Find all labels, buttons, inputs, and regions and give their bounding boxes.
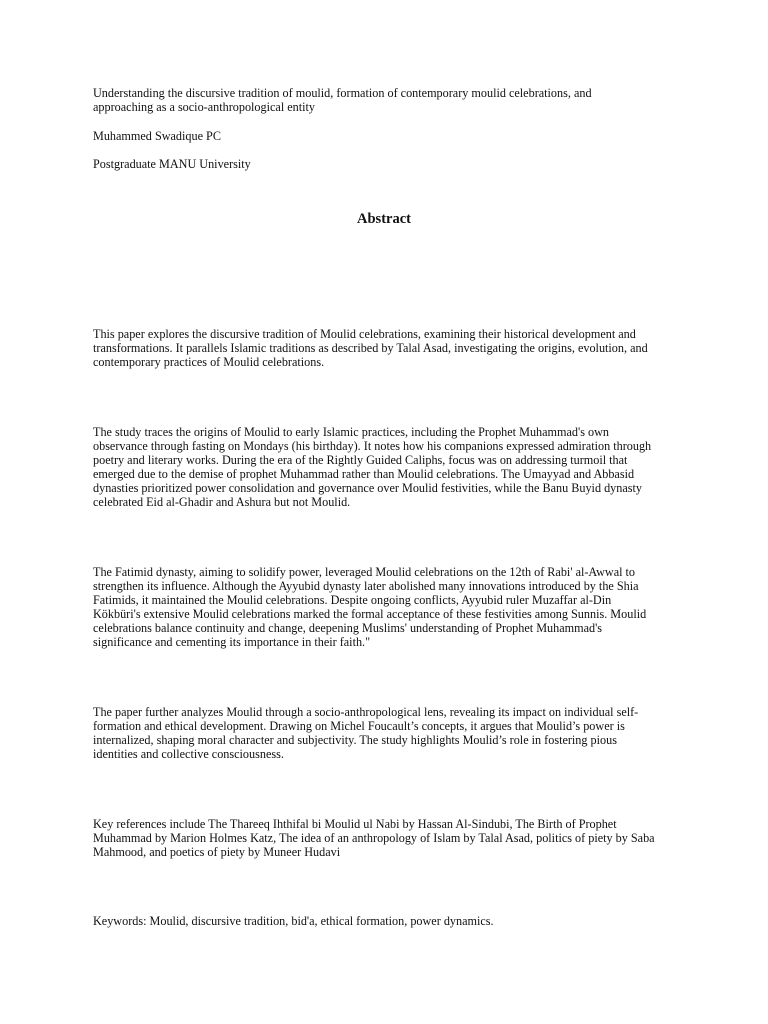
abstract-paragraph-4: The paper further analyzes Moulid through a socio-anthropological lens, revealing its impact on individual self-formation and ethical development. Drawing on Michel Foucault’s concepts, it argues that Moulid’s power is internalized, shaping moral character and subjectivity. The study highlights Moulid’s role in fostering pious identities and collective consciousness.: [93, 705, 639, 761]
author-name: Muhammed Swadique PC: [93, 129, 221, 143]
abstract-heading: Abstract: [357, 211, 411, 227]
abstract-paragraph-5: Key references include The Thareeq Ihthifal bi Moulid ul Nabi by Hassan Al-Sindubi, The Birth of Prophet Muhammad by Marion Holmes Katz, The idea of an anthropology of Islam by Talal Asad, politics of piety by Saba Mahmood, and poetics of piety by Muneer Hudavi: [93, 817, 655, 859]
keywords-line: Keywords: Moulid, discursive tradition, bid'a, ethical formation, power dynamics.: [93, 914, 494, 928]
abstract-paragraph-3: The Fatimid dynasty, aiming to solidify power, leveraged Moulid celebrations on the 12th of Rabi' al-Awwal to strengthen its influence. Although the Ayyubid dynasty later abolished many innovations introduced by the Shia Fatimids, it maintained the Moulid celebrations. Despite ongoing conflicts, Ayyubid ruler Muzaffar al-Din Kökbüri's extensive Moulid celebrations marked the formal acceptance of these festivities among Sunnis. Moulid celebrations balance continuity and change, deepening Muslims' understanding of Prophet Muhammad's significance and cementing its importance in their faith.": [93, 565, 647, 649]
author-affiliation: Postgraduate MANU University: [93, 157, 251, 171]
paper-title: Understanding the discursive tradition of moulid, formation of contemporary moulid celebrations, and approaching as a socio-anthropological entity: [93, 86, 592, 114]
abstract-paragraph-1: This paper explores the discursive tradition of Moulid celebrations, examining their historical development and transformations. It parallels Islamic traditions as described by Talal Asad, investigating the origins, evolution, and contemporary practices of Moulid celebrations.: [93, 327, 648, 369]
abstract-paragraph-2: The study traces the origins of Moulid to early Islamic practices, including the Prophet Muhammad's own observance through fasting on Mondays (his birthday). It notes how his companions expressed admiration through poetry and literary works. During the era of the Rightly Guided Caliphs, focus was on addressing turmoil that emerged due to the demise of prophet Muhammad rather than Moulid celebrations. The Umayyad and Abbasid dynasties prioritized power consolidation and governance over Moulid festivities, while the Banu Buyid dynasty celebrated Eid al-Ghadir and Ashura but not Moulid.: [93, 425, 652, 509]
